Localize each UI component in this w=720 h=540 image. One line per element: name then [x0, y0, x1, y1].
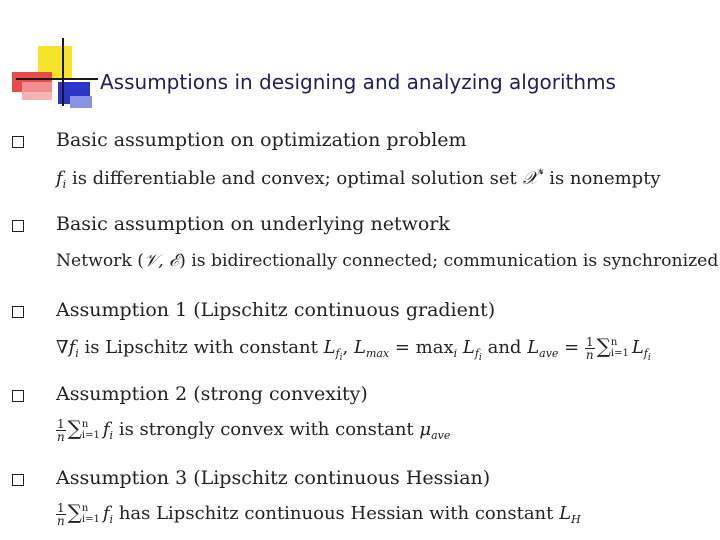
item-heading: Assumption 3 (Lipschitz continuous Hessian): [56, 467, 491, 489]
detail-text: has Lipschitz continuous Hessian with constant: [118, 503, 554, 524]
item-detail: Network (𝒱, ℰ) is bidirectionally connected; communication is synchronized: [56, 251, 719, 271]
detail-and: and: [487, 337, 522, 358]
item-detail: $\frac{1}{n}$ ∑ n i=1 $f_i$ is strongly convex with constant $\mu_{ave}$: [56, 416, 451, 444]
bullet-icon: [12, 136, 24, 148]
slide-title: Assumptions in designing and analyzing algorithms: [100, 70, 616, 94]
logo-pale-blue-square: [70, 96, 92, 108]
detail-text: is Lipschitz with constant: [84, 337, 318, 358]
bullet-icon: [12, 474, 24, 486]
item-heading: Assumption 1 (Lipschitz continuous gradient): [56, 299, 496, 321]
logo-vertical-line: [62, 38, 64, 106]
detail-text: is strongly convex with constant: [118, 419, 414, 440]
logo-horizontal-line: [16, 78, 98, 80]
bullet-icon: [12, 220, 24, 232]
item-heading: Basic assumption on optimization problem: [56, 129, 467, 151]
detail-tail: is nonempty: [549, 168, 661, 189]
title-logo-decoration: [0, 0, 100, 110]
detail-tail: is bidirectionally connected; communication is synchronized: [191, 251, 719, 271]
detail-text: Network: [56, 251, 132, 271]
item-detail: $f_i$ is differentiable and convex; optimal solution set 𝒳* is nonempty: [56, 167, 661, 191]
item-heading: Assumption 2 (strong convexity): [56, 383, 368, 405]
bullet-icon: [12, 306, 24, 318]
bullet-icon: [12, 390, 24, 402]
logo-pale-red-square: [22, 82, 52, 100]
item-heading: Basic assumption on underlying network: [56, 213, 450, 235]
item-detail: $\frac{1}{n}$ ∑ n i=1 $f_i$ has Lipschitz continuous Hessian with constant $L_H$: [56, 500, 581, 528]
item-detail: $\nabla f_i$ is Lipschitz with constant $L_{f_i}$, $L_{max} = \max_i L_{f_i}$ and $L_{ave}$ = $\frac{1}{n}$ ∑ n i=1 $L_{f_i}$: [56, 334, 651, 364]
detail-text: is differentiable and convex; optimal solution set: [71, 168, 517, 189]
